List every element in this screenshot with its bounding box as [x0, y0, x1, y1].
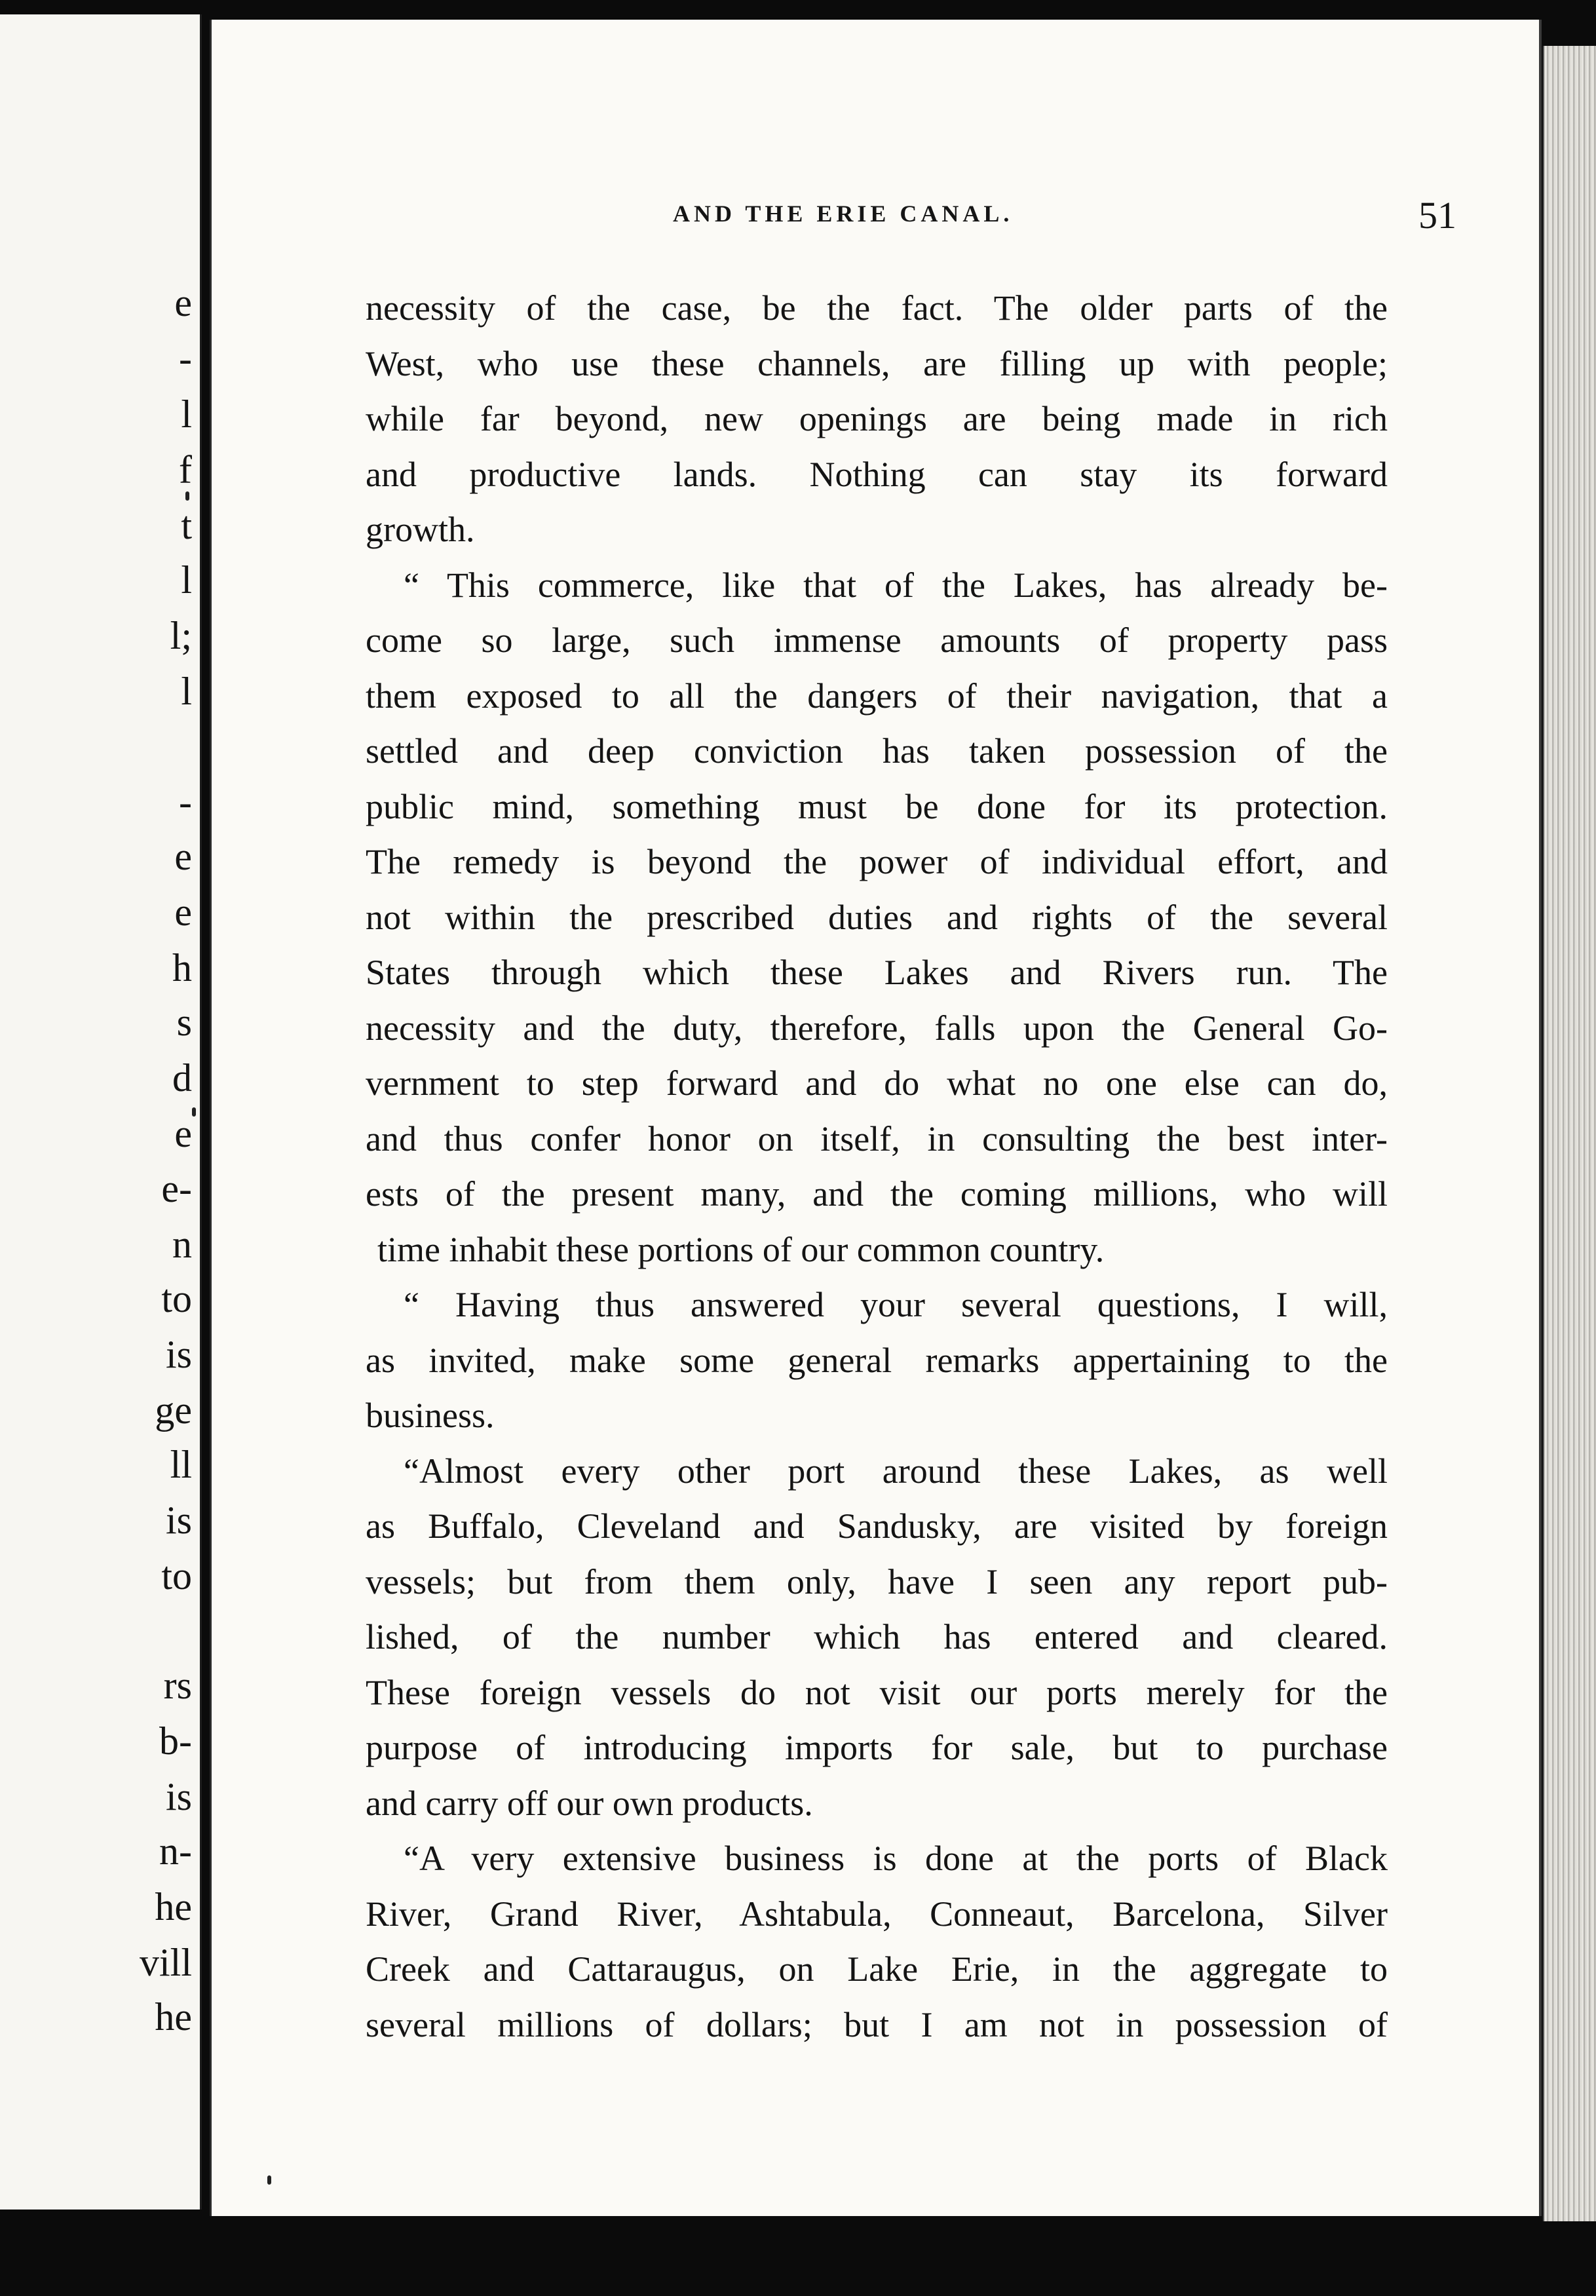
text-line: come so large, such immense amounts of property pass: [366, 621, 1388, 660]
text-line: necessity of the case, be the fact. The older parts of the: [366, 288, 1388, 328]
left-fragment: ll: [170, 1443, 192, 1486]
scan-speck: [192, 1107, 196, 1117]
scan-speck: [267, 2175, 271, 2185]
text-line: vernment to step forward and do what no one else can do,: [366, 1063, 1388, 1103]
text-line: while far beyond, new openings are being made in rich: [366, 399, 1388, 438]
text-line: as Buffalo, Cleveland and Sandusky, are visited by foreign: [366, 1506, 1388, 1546]
left-fragment: e: [174, 281, 192, 324]
left-fragment: b-: [159, 1719, 192, 1763]
text-line: These foreign vessels do not visit our ports merely for the: [366, 1672, 1388, 1712]
left-fragment: to: [161, 1554, 192, 1598]
left-fragment: e-: [161, 1167, 192, 1210]
text-line: “ Having thus answered your several questions, I will,: [404, 1285, 1388, 1324]
left-fragment: ge: [155, 1388, 192, 1432]
left-fragment: t: [181, 504, 192, 547]
text-line: Creek and Cattaraugus, on Lake Erie, in the aggregate to: [366, 1949, 1388, 1989]
page-edge: [1543, 46, 1596, 2221]
text-line: “Almost every other port around these Lakes, as well: [404, 1451, 1388, 1491]
text-line: The remedy is beyond the power of individual effort, and: [366, 842, 1388, 881]
text-line: necessity and the duty, therefore, falls upon the General Go-: [366, 1008, 1388, 1048]
left-fragment: l: [181, 558, 192, 602]
text-line: and productive lands. Nothing can stay its forward: [366, 454, 1388, 494]
left-fragment: vill: [139, 1941, 192, 1984]
text-line: “ This commerce, like that of the Lakes, has already be-: [404, 565, 1388, 605]
text-line: several millions of dollars; but I am not in possession of: [366, 2004, 1388, 2044]
text-line: time inhabit these portions of our common country.: [377, 1229, 1105, 1269]
left-fragment: l: [181, 670, 192, 713]
left-fragment: he: [155, 1995, 192, 2038]
text-line: West, who use these channels, are filling up with people;: [366, 343, 1388, 383]
left-fragment: to: [161, 1277, 192, 1320]
text-line: as invited, make some general remarks appertaining to the: [366, 1340, 1388, 1380]
left-fragment: e: [174, 1112, 192, 1155]
left-fragment: h: [172, 946, 192, 989]
text-line: settled and deep conviction has taken possession of the: [366, 731, 1388, 771]
text-line: business.: [366, 1396, 495, 1435]
left-fragment: e: [174, 835, 192, 878]
text-line: and carry off our own products.: [366, 1783, 813, 1823]
running-header: [670, 193, 1522, 246]
left-page-fragment: [0, 14, 202, 2210]
scan-speck: [185, 491, 189, 501]
text-line: purpose of introducing imports for sale, but to purchase: [366, 1728, 1388, 1767]
left-fragment: s: [176, 1001, 192, 1044]
left-fragment: -: [179, 780, 192, 824]
left-fragment: n: [172, 1223, 192, 1266]
left-fragment: e: [174, 890, 192, 934]
text-line: States through which these Lakes and Rivers run. The: [366, 953, 1388, 992]
text-line: them exposed to all the dangers of their navigation, that a: [366, 676, 1388, 716]
text-line: River, Grand River, Ashtabula, Conneaut, Barcelona, Silver: [366, 1894, 1388, 1934]
left-fragment: f: [179, 448, 192, 491]
right-page: [210, 20, 1542, 2216]
running-title: AND THE ERIE CANAL.: [673, 201, 1014, 227]
left-fragment: l;: [170, 614, 192, 657]
left-fragment: he: [155, 1885, 192, 1928]
text-line: growth.: [366, 510, 475, 549]
left-fragment: is: [165, 1333, 192, 1376]
left-fragment: n-: [159, 1829, 192, 1873]
text-line: “A very extensive business is done at the ports of Black: [404, 1839, 1388, 1878]
text-line: public mind, something must be done for its protection.: [366, 786, 1388, 826]
text-line: not within the prescribed duties and rights of the several: [366, 897, 1388, 937]
page-number: 51: [1418, 194, 1456, 237]
left-fragment: d: [172, 1056, 192, 1100]
text-line: and thus confer honor on itself, in consulting the best inter-: [366, 1119, 1388, 1158]
text-line: lished, of the number which has entered and cleared.: [366, 1617, 1388, 1656]
text-line: ests of the present many, and the coming millions, who will: [366, 1174, 1388, 1214]
left-fragment: is: [165, 1775, 192, 1818]
body-text: [366, 280, 1388, 2052]
left-fragment: rs: [163, 1664, 192, 1707]
left-fragment: -: [179, 337, 192, 380]
text-line: vessels; but from them only, have I seen any report pub-: [366, 1561, 1388, 1601]
left-fragment: is: [165, 1499, 192, 1542]
left-fragment: l: [181, 392, 192, 436]
